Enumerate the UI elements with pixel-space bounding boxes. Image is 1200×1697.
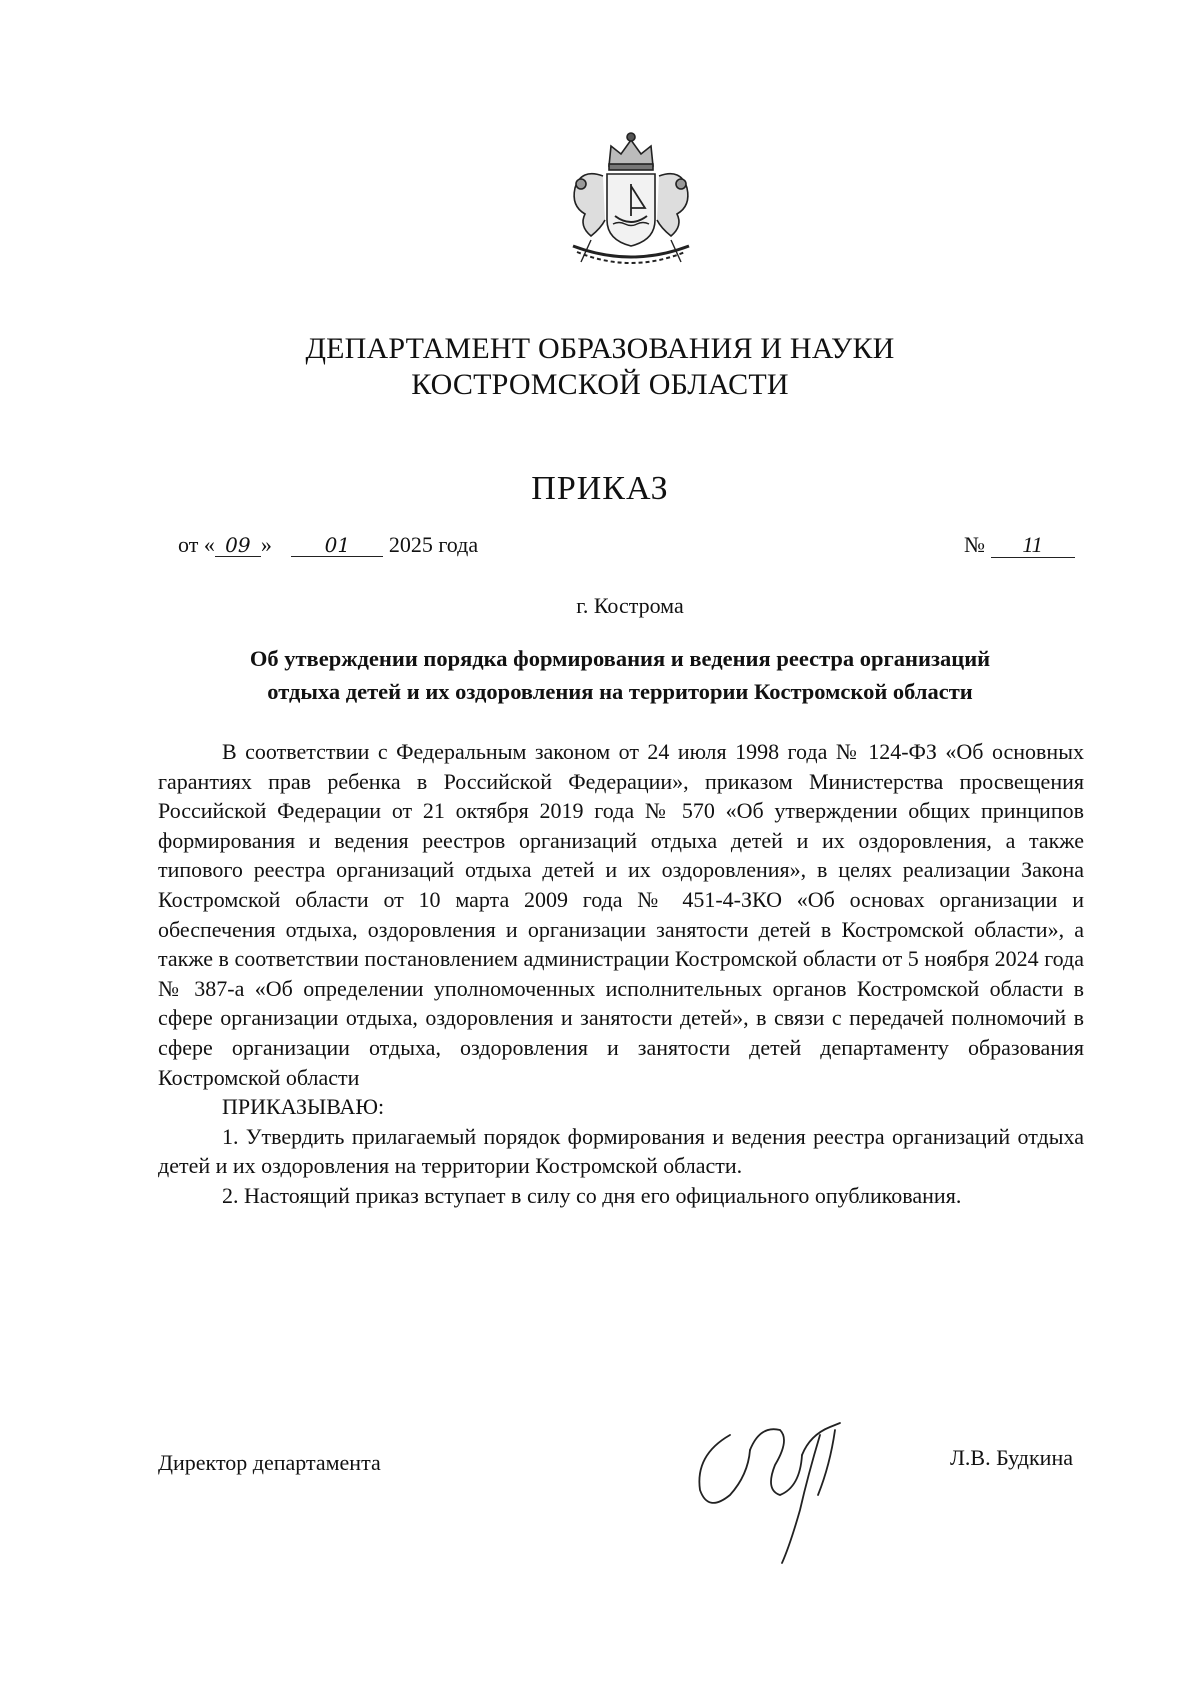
order-number-line (964, 532, 1075, 558)
order-body (158, 737, 1084, 1211)
order-number-value: 11 (991, 533, 1075, 558)
department-name-line2: КОСТРОМСКОЙ ОБЛАСТИ (411, 368, 789, 401)
preamble-paragraph: В соответствии с Федеральным законом от 24 июля 1998 года № 124-ФЗ «Об основных гарантиях прав ребенка в Российской Федерации», приказом Министерства просвещения Российской Федерации от 21 октября 2019 года № 570 «Об утверждении общих принципов формирования и ведения реестров организаций отдыха детей и их оздоровления, а также типового реестра организаций отдыха детей и их оздоровления», в целях реализации Закона Костромской области от 10 марта 2009 года № 451-4-ЗКО «Об основах организации и обеспечения отдыха, оздоровления и организации занятости детей в Костромской области», а также в соответствии постановлением администрации Костромской области от 5 ноября 2024 года № 387-а «Об определении уполномоченных исполнительных органов Костромской области в сфере организации отдыха, оздоровления и занятости детей», в связи с передачей полномочий в сфере организации отдыха, оздоровления и занятости детей департаменту образования Костромской области (158, 739, 1084, 1090)
order-item-1: 1. Утвердить прилагаемый порядок формирования и ведения реестра организаций отдыха детей и их оздоровления на территории Костромской области. (158, 1123, 1084, 1179)
document-type-title: ПРИКАЗ (531, 470, 669, 507)
date-month: 01 (291, 534, 383, 557)
date-day: 09 (215, 534, 261, 557)
order-number-label: № (964, 532, 985, 557)
date-line (178, 532, 478, 558)
order-subject-line2: отдыха детей и их оздоровления на территории Костромской области (267, 679, 973, 704)
order-word: ПРИКАЗЫВАЮ: (222, 1094, 385, 1120)
date-prefix: от « (178, 532, 215, 557)
date-year: 2025 года (388, 532, 479, 557)
department-name-line1: ДЕПАРТАМЕНТ ОБРАЗОВАНИЯ И НАУКИ (305, 332, 895, 365)
signatory-name: Л.В. Будкина (950, 1445, 1073, 1470)
order-subject-line1: Об утверждении порядка формирования и ведения реестра организаций (249, 646, 991, 671)
city: г. Кострома (576, 593, 684, 618)
order-subject (155, 642, 1085, 708)
coat-of-arms-icon (551, 128, 711, 276)
date-middle: » (260, 532, 272, 557)
signatory-position: Директор департамента (158, 1450, 381, 1475)
handwritten-signature-icon (690, 1395, 880, 1565)
order-item-2: 2. Настоящий приказ вступает в силу со дня его официального опубликования. (222, 1182, 962, 1208)
